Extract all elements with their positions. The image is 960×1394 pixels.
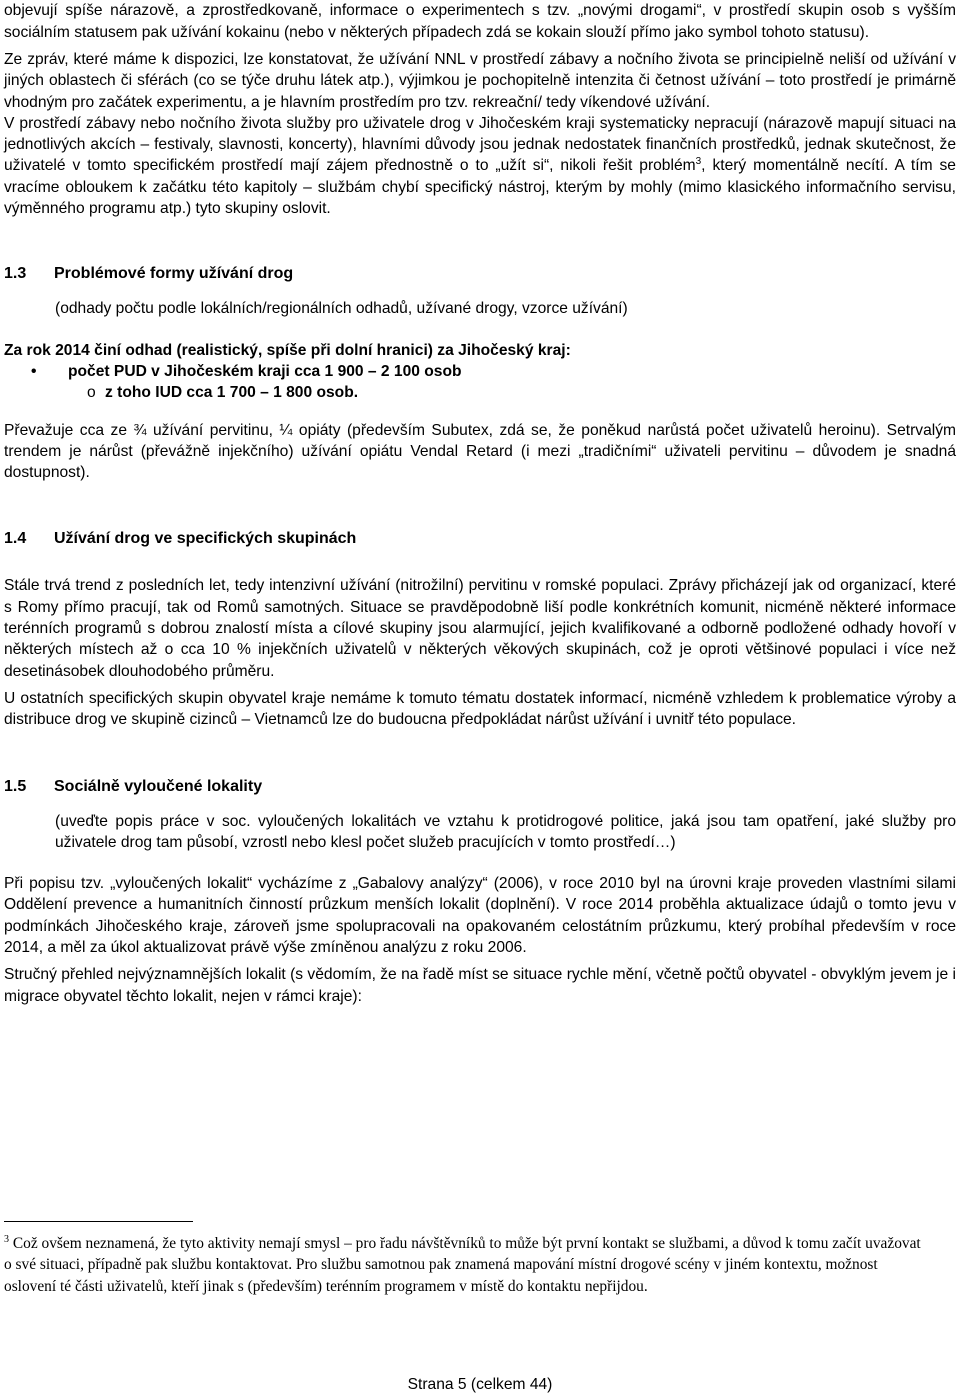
- paragraph: Při popisu tzv. „vyloučených lokalit“ vycházíme z „Gabalovy analýzy“ (2006), v roce 2010 byl na úrovni kraje proveden vlastními silami Oddělení prevence a humanitních činností průzkum menších lokalit (doplnění). V roce 2014 proběhla aktualizace údajů o tomto jevu v podmínkách Jihočeského kraje, zároveň jsme spolupracovali na opakovaném celostátním průzkumu, který probíhal především v roce 2014, a měl za úkol aktualizovat právě výše zmíněnou analýzu z roku 2006.: [4, 875, 956, 957]
- section-number: 1.3: [4, 265, 27, 283]
- paragraph-intro: objevují spíše nárazově, a zprostředkovaně, informace o experimentech s tzv. „novými drogami“, v prostředí skupin osob s vyšším sociálním statusem pak užívání kokainu (nebo v některých případech zdá se kokain slouží přímo jako symbol tohoto statusu).: [4, 2, 956, 41]
- paragraph-services-part2: , který momentálně necítí. A tím se vracíme obloukem k začátku této kapitoly – službám chybí specifický nástroj, kterým by mohly (mimo klasického informačního servisu, výměnného programu atp.) tyto skupiny oslovit.: [4, 157, 956, 218]
- section-title: Sociálně vyloučené lokality: [54, 777, 263, 795]
- footnote-marker: 3: [4, 1233, 9, 1245]
- document-page: [4, 0, 956, 1007]
- section-1-3: [4, 263, 956, 483]
- section-1-4: [4, 528, 956, 730]
- paragraph: U ostatních specifických skupin obyvatel kraje nemáme k tomuto tématu dostatek informací, nicméně vzhledem k problematice výroby a distribuce drog ve skupině cizinců – Vietnamců lze do budoucna předpokládat nárůst užívání i uvnitř této populace.: [4, 689, 956, 729]
- footnote-ref[interactable]: 3: [695, 156, 702, 168]
- page-footer: Strana 5 (celkem 44): [407, 1376, 553, 1393]
- section-note: (odhady počtu podle lokálních/regionálních odhadů, užívané drogy, vzorce užívání): [55, 300, 628, 318]
- list-item-text: z toho IUD cca 1 700 – 1 800 osob.: [105, 384, 359, 402]
- section-heading: [4, 776, 956, 798]
- paragraph-services-part1: V prostředí zábavy nebo nočního života služby pro uživatele drog v Jihočeském kraji systematicky nepracují (nárazově mapují situaci na jednotlivých akcích – festivaly, slavnosti, koncerty), hlavními důvody jsou jednak nedostatek finančních prostředků, jednak skutečnost, že uživatelé v tomto specifickém prostředí mají zájem přednostně o to „užít si“, nikoli řešit problém: [4, 114, 956, 175]
- bullet-icon: •: [31, 362, 37, 380]
- section-heading: [4, 528, 956, 550]
- paragraph: Stručný přehled nejvýznamnějších lokalit (s vědomím, že na řadě míst se situace rychle mění, včetně počtů obyvatel - obvyklým jevem je i migrace obyvatel těchto lokalit, nejen v rámci kraje):: [4, 966, 956, 1005]
- section-number: 1.5: [4, 777, 27, 795]
- footnote-text: Což ovšem neznamená, že tyto aktivity nemají smysl – pro řadu návštěvníků to může být první kontakt se službami, a důvod k tomu začít uvažovat o své situaci, případně pak službu kontaktovat. Pro službu samotnou pak znamená mapování místní drogové scény v jiném kontextu, možnost oslovení té části uživatelů, kteří jinak s (především) terénním programem v místě do kontaktu nepřijdou.: [4, 1235, 921, 1295]
- paragraph-prevail: Převažuje cca ze ¾ užívání pervitinu, ¼ opiáty (především Subutex, zdá se, že poněkud narůstá počet uživatelů heroinu). Setrvalým trendem je nárůst (převážně injekčního) užívání opiátu Vendal Retard (i mezi „tradičními“ uživateli pervitinu – důvodem je snadná dostupnost).: [4, 421, 956, 482]
- section-heading: [4, 263, 956, 285]
- sub-bullet-icon: o: [87, 384, 96, 402]
- list-item-text: počet PUD v Jihočeském kraji cca 1 900 – 2 100 osob: [68, 362, 462, 380]
- paragraph-nnl: Ze zpráv, které máme k dispozici, lze konstatovat, že užívání NNL v prostředí zábavy a nočního života se principielně neliší od užívání v jiných oblastech či sférách (co se týče druhu látek atp.), výjimkou je pochopitelně intenzita či četnost užívání – toto prostředí je primárně vhodným pro začátek experimentu, a je hlavním prostředím pro tzv. rekreační/ tedy víkendové užívání.: [4, 51, 956, 111]
- footnote-divider: [4, 1221, 193, 1222]
- section-1-5: [4, 776, 956, 1007]
- list-item: [4, 382, 956, 403]
- section-number: 1.4: [4, 530, 27, 548]
- footnote: [4, 1233, 924, 1297]
- list-item: [4, 361, 956, 382]
- section-title: Problémové formy užívání drog: [54, 265, 294, 283]
- estimate-lead: Za rok 2014 činí odhad (realistický, spíše při dolní hranici) za Jihočeský kraj:: [4, 341, 571, 359]
- paragraph: Stále trvá trend z posledních let, tedy intenzivní užívání (nitrožilní) pervitinu v romské populaci. Zprávy přicházejí jak od organizací, které s Romy přímo pracují, tak od Romů samotných. Situace se pravděpodobně liší podle konkrétních komunit, nicméně některé informace terénních programů s dobrou znalostí místa a cílové skupiny jsou alarmující, jejich kvalifikované a odborně podložené odhady hovoří v některých místech až o cca 10 % injekčních uživatelů v některých věkových skupinách, což je oproti většinové populaci i více než desetinásobek dlouhodobého průměru.: [4, 577, 956, 680]
- section-note: (uveďte popis práce v soc. vyloučených lokalitách ve vztahu k protidrogové politice, jaká jsou tam opatření, jaké služby pro uživatele drog tam působí, vzrostl nebo klesl počet služeb pracujících v tomto prostředí…): [55, 812, 956, 851]
- section-title: Užívání drog ve specifických skupinách: [54, 530, 357, 548]
- paragraph-services: [4, 113, 956, 219]
